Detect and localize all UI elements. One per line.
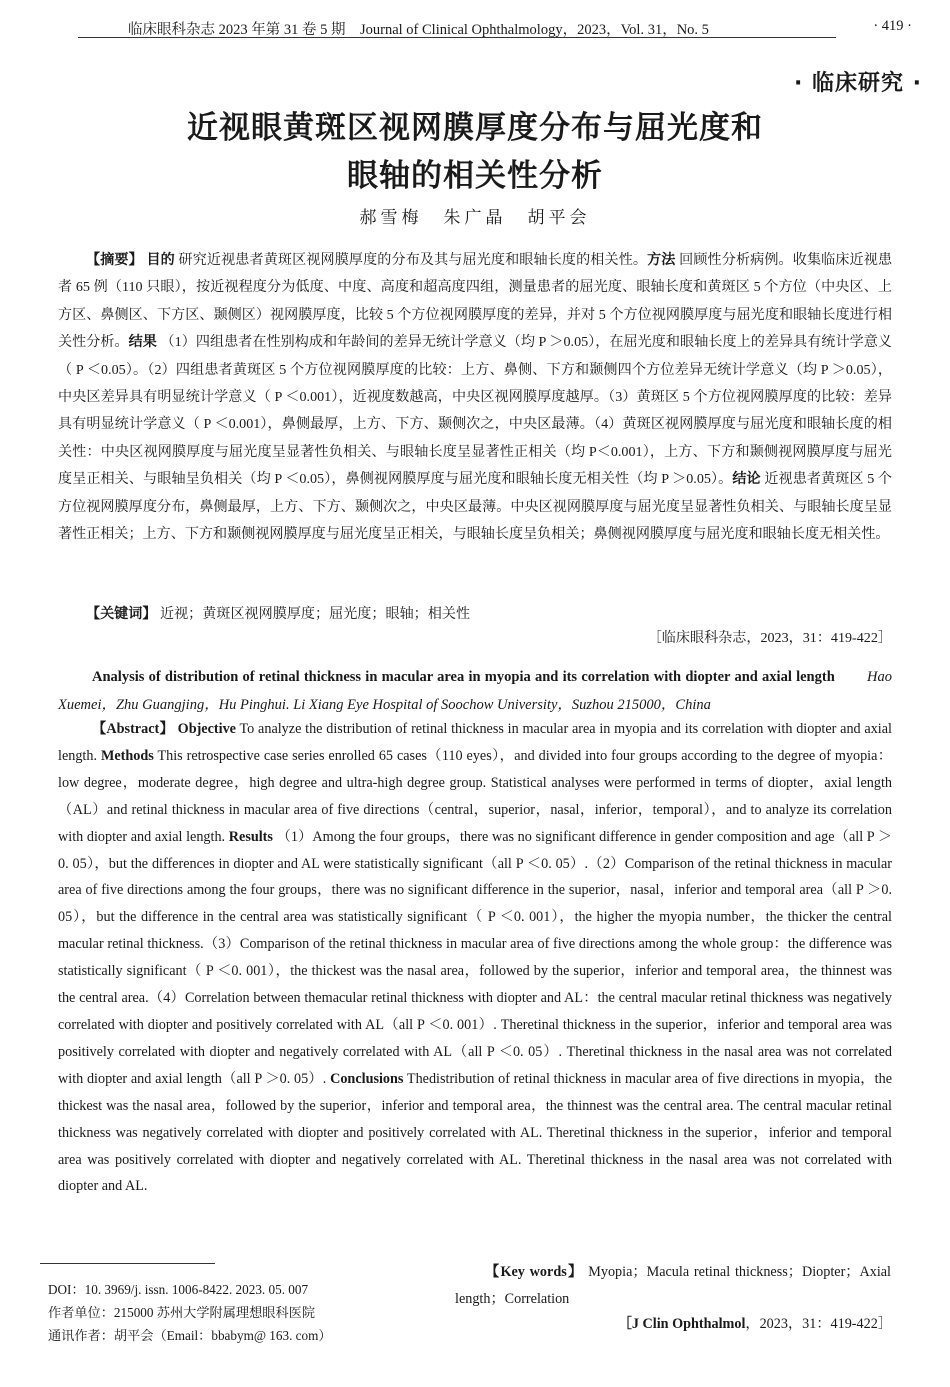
english-citation (618, 1313, 892, 1333)
en-citation-rest: ，2023，31：419-422］ (745, 1316, 892, 1332)
footnotes (40, 1263, 440, 1347)
en-results-label: Results (228, 828, 273, 845)
article-title-line-2: 眼轴的相关性分析 (347, 158, 603, 193)
en-objective-label: Objective (177, 721, 236, 737)
results-label: 结果 (128, 334, 157, 351)
en-keywords-label: 【Key words】 (485, 1264, 584, 1280)
en-citation-journal: ［J Clin Ophthalmol (617, 1316, 746, 1332)
en-results-text: （1）Among the four groups，there was no significant difference in gender composition and age（all P ＞0. 05），but the differences in diopter and AL were statistically significant（all P ＜0. 05）.（2）Comparison of the retinal thickness in macular area of five directions among the four groups，there was no significant difference in the superior，nasal，inferior and temporal area（all P ＞0. 05），but the difference in the central area was statistically significant（ P ＜0. 001），the higher the myopia number，the thicker the central macular retinal thickness.（3）Comparison of the retinal thickness in macular area of five directions among the whole group：the difference was statistically significant（ P ＜0. 001），the thickest was the nasal area，followed by the superior，inferior and temporal area，the thinnest was the central area.（4）Correlation between themacular retinal thickness with diopter and AL：the central macular retinal thickness was negatively correlated with diopter and positively correlated with AL（all P ＜0. 001）. Theretinal thickness in the superior，inferior and temporal area was positively correlated with diopter and negatively correlated with AL（all P ＜0. 05）. Theretinal thickness in the nasal area was not correlated with diopter and axial length（all P ＞0. 05）. (58, 828, 893, 1087)
page-number: · 419 · (873, 18, 912, 34)
english-authors-affiliation: Hao Xuemei，Zhu Guangjing，Hu Pinghui. Li Xiang Eye Hospital of Soochow University，Suzhou 215000，China (58, 669, 893, 713)
column-tag: · 临床研究 · (793, 71, 922, 96)
conclusion-text: 近视患者黄斑区 5 个方位视网膜厚度分布，鼻侧最厚，上方、下方、颞侧次之，中央区最薄。中央区视网膜厚度与屈光度呈显著性负相关、与眼轴长度呈显著性正相关；上方、下方和颞侧视网膜厚度与屈光度呈正相关，与眼轴长度呈负相关；鼻侧视网膜厚度与屈光度和眼轴长度无相关性。 (58, 471, 893, 543)
objective-text: 研究近视患者黄斑区视网膜厚度的分布及其与屈光度和眼轴长度的相关性。 (178, 252, 648, 268)
en-conclusions-text: Thedistribution of retinal thickness in macular area of five directions in myopia，the thickest was the nasal area，followed by the superior，inferior and temporal area，the thinnest was the central area. The central macular retinal thickness was negatively correlated with diopter and positively correlated with AL. Theretinal thickness in the superior，inferior and temporal area was positively correlated with diopter and negatively correlated with AL. Theretinal thickness in the nasal area was not correlated with diopter and AL. (58, 1070, 893, 1195)
results-text: （1）四组患者在性别构成和年龄间的差异无统计学意义（均 P ＞0.05），在屈光度和眼轴长度上的差异具有统计学意义（ P ＜0.05）。（2）四组患者黄斑区 5 个方位视网膜厚度的比较：上方、鼻侧、下方和颞侧四个方位差异无统计学意义（均 P ＞0.05），中央区差异具有明显统计学意义（ P ＜0.001），近视度数越高，中央区视网膜厚度越厚。（3）黄斑区 5 个方位视网膜厚度的比较：差异具有明显统计学意义（ P ＜0.001），鼻侧最厚，上方、下方、颞侧次之，中央区最薄。（4）黄斑区视网膜厚度与屈光度和眼轴长度的相关性：中央区视网膜厚度与屈光度呈显著性负相关、与眼轴长度呈显著性正相关（均 P＜0.001），上方、下方和颞侧视网膜厚度与屈光度呈正相关、与眼轴呈负相关（均 P ＜0.05），鼻侧视网膜厚度与屈光度和眼轴长度无相关性（均 P ＞0.05）。 (58, 334, 892, 488)
english-keywords (455, 1259, 891, 1312)
english-abstract (58, 716, 892, 1200)
affiliation-line: 作者单位：215000 苏州大学附属理想眼科医院 (48, 1305, 316, 1320)
methods-text: 回顾性分析病例。收集临床近视患者 65 例（110 只眼），按近视程度分为低度、中度、高度和超高度四组，测量患者的屈光度、眼轴长度和黄斑区 5 个方位（中央区、上方区、鼻侧区、下方区、颞侧区）视网膜厚度，比较 5 个方位视网膜厚度的差异，并对 5 个方位视网膜厚度与屈光度和眼轴长度进行相关性分析。 (58, 252, 893, 351)
en-objective-text: To analyze the distribution of retinal thickness in macular area in myopia and its correlation with diopter and axial length. (58, 721, 892, 764)
abstract-label: 【摘要】 (86, 252, 143, 268)
keywords-text: 近视；黄斑区视网膜厚度；屈光度；眼轴；相关性 (160, 606, 471, 622)
header-rule (78, 37, 836, 38)
keywords-label: 【关键词】 (86, 606, 157, 622)
en-abstract-label: 【Abstract】 (92, 721, 174, 737)
objective-label: 目的 (146, 252, 175, 268)
chinese-citation: ［临床眼科杂志，2023，31：419-422］ (647, 630, 892, 646)
english-title-block (58, 664, 892, 719)
article-title-line-1: 近视眼黄斑区视网膜厚度分布与屈光度和 (187, 110, 763, 145)
en-conclusions-label: Conclusions (330, 1070, 404, 1087)
english-title: Analysis of distribution of retinal thickness in macular area in myopia and its correlation with diopter and axial length (92, 669, 835, 685)
footnote-rule (40, 1263, 215, 1264)
article-authors: 郝雪梅 朱广晶 胡平会 (359, 208, 591, 227)
chinese-keywords (58, 601, 892, 628)
chinese-abstract (58, 247, 892, 548)
en-keywords-text: Myopia；Macula retinal thickness；Diopter；Axial length；Correlation (455, 1264, 891, 1307)
methods-label: 方法 (647, 252, 676, 268)
doi-line: DOI：10. 3969/j. issn. 1006-8422. 2023. 05. 007 (48, 1282, 309, 1297)
conclusion-label: 结论 (732, 471, 761, 488)
en-methods-label: Methods (100, 747, 154, 764)
corresponding-author-line: 通讯作者：胡平会（Email：bbabym@ 163. com） (48, 1328, 332, 1343)
journal-issue-line: 临床眼科杂志 2023 年第 31 卷 5 期 Journal of Clinical Ophthalmology，2023，Vol. 31，No. 5 (128, 22, 709, 38)
running-header (78, 16, 912, 38)
article-title (0, 104, 950, 200)
en-methods-text: This retrospective case series enrolled 65 cases（110 eyes），and divided into four groups according to the degree of myopia：low degree，moderate degree，high degree and ultra-high degree group. Statistical analyses were performed in terms of diopter，axial length（AL）and retinal thickness in macular area of five directions（central，superior，nasal，inferior，temporal），and to analyze its correlation with diopter and axial length. (58, 747, 892, 845)
